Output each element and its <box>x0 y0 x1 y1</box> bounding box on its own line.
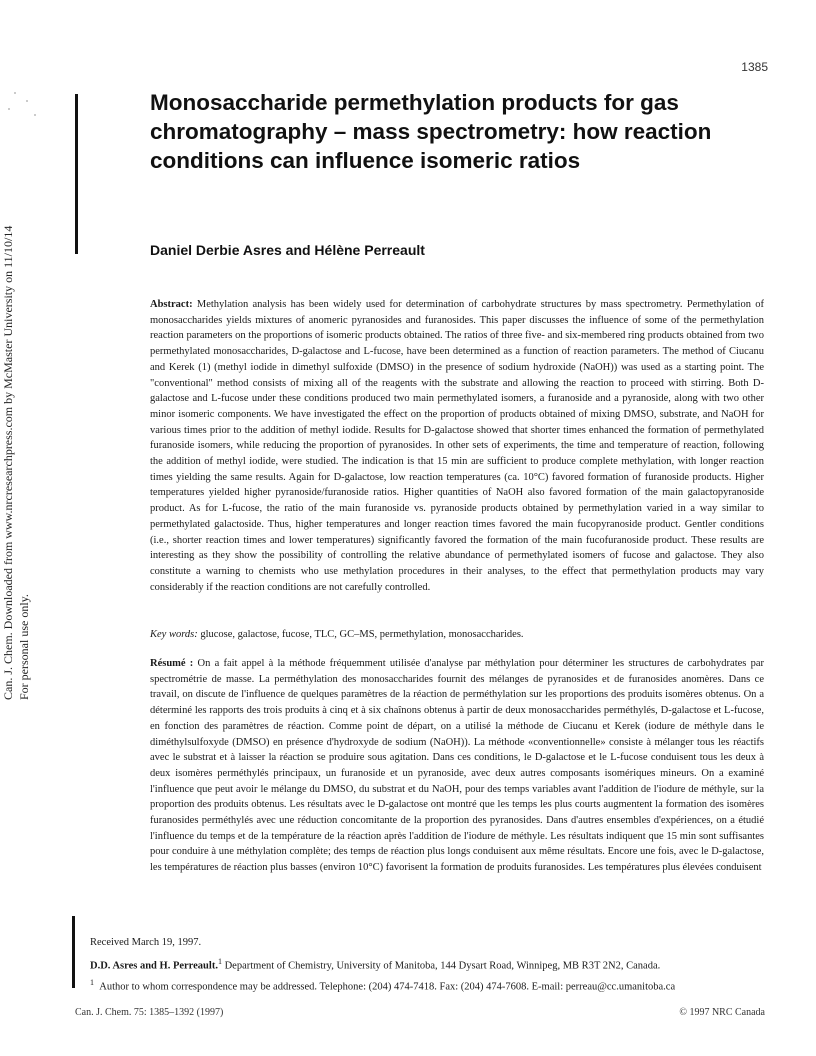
received-date: Received March 19, 1997. <box>90 937 202 948</box>
scan-speckle <box>34 114 36 116</box>
abstract-text: Methylation analysis has been widely used for determination of carbohydrate structures by mass spectrometry. Permethylation of monosaccharides yields mixtures of anomeric pyranosides and furanosides. This paper discusses the influence of some of the permethylation reaction parameters on the proportions of isomeric products obtained. The ratios of three five- and six-membered ring products obtained from two permethylated monosaccharides, D-galactose and L-fucose, have been determined as a function of reaction parameters. The method of Ciucanu and Kerek (1) (methyl iodide in dimethyl sulfoxide (DMSO) in the presence of sodium hydroxide (NaOH)) was used as a starting point. The "conventional" method consists of mixing all of the reagents with the substrate and allowing the reaction to proceed with stirring. Both D-galactose and L-fucose under these conditions produced two main permethylated isomers, a furanoside and a pyranoside, along with two other minor isomeric components. We have investigated the effect on the proportion of products obtained of mixing DMSO, substrate, and NaOH for various times prior to the addition of methyl iodide. Results for D-galactose showed that shorter times enhanced the formation of permethylated furanoside isomers, while reducing the proportion of pyranosides. In other sets of experiments, the time and temperature of reaction, following the addition of methyl iodide, were studied. The indication is that 15 min are sufficient to produce complete methylation, with longer reaction times yielding the same results. Again for D-galactose, low reaction temperatures (ca. 10°C) favored formation of furanoside products. Higher temperatures yielded higher pyranoside/furanoside ratios. Higher quantities of NaOH also favored formation of the main galactopyranoside product. As for L-fucose, the ratio of the main furanoside vs. pyranoside products obtained by permethylation varied in a way similar to permethylated galactoside. Thus, higher temperatures and longer reaction times favored the main fucopyranoside product. Gentler conditions (i.e., shorter reaction times and lower temperatures) significantly favored the formation of the main fucofuranoside product. These results are interesting as they show the possibility of controlling the relative abundance of permethylated isomers of fucose and galactose. They also constitute a warning to chemists who use methylation procedures in their analyses, to the effect that permethylation products may vary considerably if the reaction conditions are not carefully controlled. <box>150 299 765 593</box>
scan-speckle <box>14 92 16 94</box>
author-affiliation <box>90 955 770 974</box>
watermark-line-1: Can. J. Chem. Downloaded from www.nrcresearchpress.com by McMaster University on 11/10/14 <box>1 225 15 700</box>
keywords-text: glucose, galactose, fucose, TLC, GC–MS, permethylation, monosaccharides. <box>200 629 524 640</box>
article-title: Monosaccharide permethylation products for gas chromatography – mass spectrometry: how reaction conditions can influence isomeric ratios <box>150 90 712 173</box>
correspondence-text: Author to whom correspondence may be addressed. Telephone: (204) 474-7418. Fax: (204) 474-7608. E-mail: perreau@cc.umanitoba.ca <box>99 981 676 993</box>
scan-speckle <box>26 100 28 102</box>
resume-label: Résumé : <box>150 658 194 669</box>
correspondence-mark: 1 <box>90 978 94 987</box>
scan-speckle <box>8 108 10 110</box>
affiliation-mark: 1 <box>217 957 222 966</box>
journal-citation: Can. J. Chem. 75: 1385–1392 (1997) <box>75 1007 224 1018</box>
affiliation-text: Department of Chemistry, University of Manitoba, 144 Dysart Road, Winnipeg, MB R3T 2N2, Canada. <box>224 960 661 972</box>
abstract <box>150 297 764 595</box>
keywords-label: Key words: <box>150 629 198 640</box>
download-watermark <box>0 225 32 700</box>
correspondence-note <box>90 976 770 995</box>
watermark-line-2: For personal use only. <box>17 594 31 700</box>
title-rule <box>75 94 78 254</box>
keywords <box>150 627 764 643</box>
resume <box>150 656 764 898</box>
footer-rule <box>72 916 75 988</box>
resume-text: On a fait appel à la méthode fréquemment utilisée d'analyse par méthylation pour déterminer les structures de carbohydrates par spectrométrie de masse. La perméthylation des monosaccharides fournit des mélanges de pyranosides et de furanosides anomères. Dans ce travail, on discute de l'influence de quelques paramètres de la réaction de perméthylation sur les proportions des produits isomères obtenus. On a déterminé les rapports des trois produits à cinq et à six chaînons obtenus à partir de deux monosaccharides perméthylés, D-galactose et L-fucose, en fonction des paramètres de réaction. Comme point de départ, on a utilisé la méthode de Ciucanu et Kerek (iodure de méthyle dans le diméthylsulfoxyde (DMSO) en présence d'hydroxyde de sodium (NaOH)). La méthode «conventionnelle» consiste à mélanger tous les réactifs avec le substrat et à laisser la réaction se produire sous agitation. Dans ces conditions, le D-galactose et le L-fucose conduisent tous les deux à deux isomères perméthylés principaux, un furanoside et un pyranoside, avec deux autres composants isomériques mineurs. On a examiné l'influence que peut avoir le mélange du DMSO, du substrat et du NaOH, pour des temps variables avant l'addition de l'iodure de méthyle, sur la proportion des produits obtenus. Les résultats avec le D-galactose ont montré que les temps les plus courts augmentent la formation des isomères furanosides perméthylés avec une réduction concomitante de la proportion des pyranosides. Dans d'autres ensembles d'expériences, on a étudié l'influence du temps et de la température de la réaction après l'addition de l'iodure de méthyle. Les résultats indiquent que 15 min sont suffisantes pour conduire à une méthylation complète; des temps de réaction plus longs conduisent aux même résultats. Encore une fois, avec le D-galactose, les températures de réaction plus basses (environ 10°C) favorisent la formation de produits furanosides. Les températures plus élevées conduisent <box>150 658 764 874</box>
page-number: 1385 <box>741 60 768 74</box>
author-list: Daniel Derbie Asres and Hélène Perreault <box>150 242 425 258</box>
abstract-label: Abstract: <box>150 299 193 310</box>
copyright-notice: © 1997 NRC Canada <box>679 1007 765 1018</box>
affiliation-names: D.D. Asres and H. Perreault. <box>90 960 218 972</box>
